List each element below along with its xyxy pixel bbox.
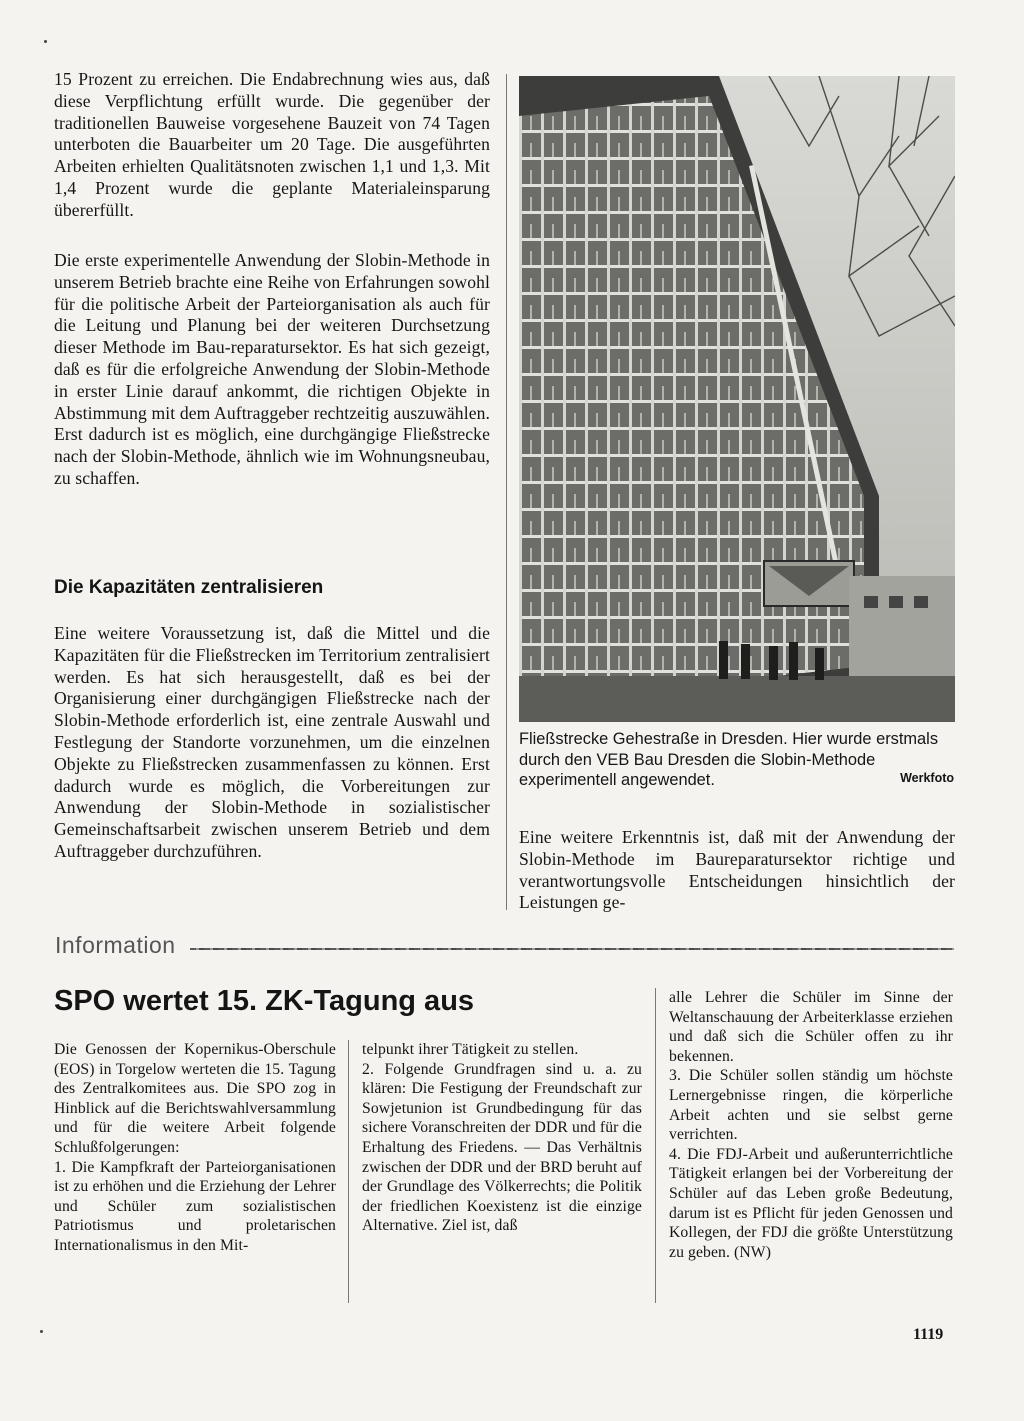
article-paragraph: Eine weitere Erkenntnis ist, daß mit der Anwendung der Slobin-Methode im Baureparatursektor richtige und verantwortungsvolle Entscheidungen hinsichtlich der Leistungen ge- xyxy=(519,827,955,913)
column-divider xyxy=(506,74,507,910)
section-heading: Die Kapazitäten zentralisieren xyxy=(54,577,324,598)
photo-credit: Werkfoto xyxy=(900,771,954,785)
print-speck xyxy=(44,40,47,43)
article-left-middle xyxy=(54,623,490,907)
column-divider xyxy=(348,1040,349,1303)
information-column-3: alle Lehrer die Schüler im Sinne der Weltanschauung der Arbeiterklasse erziehen und daß sich die Schüler offen zu ihr bekennen. 3. Die Schüler sollen ständig um höchste Lernergebnisse ringen, die körperliche Arbeit achten und sie selbst gerne verrichten. 4. Die FDJ-Arbeit und außerunterrichtliche Tätigkeit erlangen bei der Vorbereitung der Schüler auf das Leben große Bedeutung, darum ist es Pflicht für jeden Genossen und Kollegen, der FDJ die größte Unterstützung zu geben. (NW) xyxy=(669,989,953,1261)
article-paragraph: Eine weitere Voraussetzung ist, daß die Mittel und die Kapazitäten für die Fließstrecken im Territorium zentralisiert werden. Es hat sich herausgestellt, daß es bei der Organisierung einer durchgängigen Fließstrecke nach der Slobin-Methode erforderlich ist, eine zentrale Auswahl und Festlegung der Standorte vorzunehmen, um die einzelnen Objekte zu Fließstrecken zusammenfassen zu können. Erst dadurch wurde es möglich, die Vorbereitungen zur Anwendung der Slobin-Methode in sozialistischer Gemeinschaftsarbeit zwischen unserem Betrieb und dem Auftraggeber durchzuführen. xyxy=(54,623,490,861)
scaffolding-photo-graphic xyxy=(519,76,955,722)
article-left-top xyxy=(54,69,490,534)
print-speck xyxy=(40,1330,43,1333)
column-divider xyxy=(655,988,656,1303)
photo-caption: Fließstrecke Gehestraße in Dresden. Hier wurde erstmals durch den VEB Bau Dresden die Slobin-Methode experimentell angewendet. xyxy=(519,730,939,789)
article-right-continuation xyxy=(519,827,955,914)
information-rule xyxy=(190,948,954,950)
information-column-1: Die Genossen der Kopernikus-Oberschule (EOS) in Torgelow werteten die 15. Tagung des Zentralkomitees aus. Die SPO zog in Hinblick auf die Berichtswahlversammlung und für die weitere Arbeit folgende Schlußfolgerungen: 1. Die Kampfkraft der Parteiorganisationen ist zu erhöhen und die Erziehung der Lehrer und Schüler zum sozialistischen Patriotismus und proletarischen Internationalismus in den Mit- xyxy=(54,1041,336,1254)
scaffolding-photo xyxy=(519,76,955,722)
information-headline: SPO wertet 15. ZK-Tagung aus xyxy=(54,985,475,1017)
page-number: 1119 xyxy=(913,1326,944,1343)
information-column-2: telpunkt ihrer Tätigkeit zu stellen. 2. Folgende Grundfragen sind u. a. zu klären: Die Festigung der Freundschaft zur Sowjetunion ist Grundbedingung für das sichere Voranschreiten der DDR und für die Erhaltung des Friedens. — Das Verhältnis zwischen der DDR und der BRD beruht auf der Grundlage des Völkerrechts; die Politik der friedlichen Koexistenz ist die einzige Alternative. Ziel ist, daß xyxy=(362,1041,642,1235)
information-label: Information xyxy=(55,932,176,958)
article-paragraph: 15 Prozent zu erreichen. Die Endabrechnung wies aus, daß diese Verpflichtung erfüllt wurde. Die gegenüber der traditionellen Bauweise vorgesehene Bauzeit von 74 Tagen unterboten die Bauarbeiter um 20 Tage. Die ausgeführten Arbeiten erhielten Qualitätsnoten zwischen 1,1 und 1,3. Mit 1,4 Prozent wurde die geplante Materialeinsparung übererfüllt. xyxy=(54,69,490,220)
article-paragraph: Die erste experimentelle Anwendung der Slobin-Methode in unserem Betrieb brachte eine Reihe von Erfahrungen sowohl für die politische Arbeit der Parteiorganisation als auch für die Leitung und Planung bei der weiteren Durchsetzung dieser Methode im Bau-reparatursektor. Es hat sich gezeigt, daß es für die erfolgreiche Anwendung der Slobin-Methode in erster Linie darauf ankommt, die richtigen Objekte in Abstimmung mit dem Auftraggeber rechtzeitig auszuwählen. Erst dadurch ist es möglich, eine durchgängige Fließstrecke nach der Slobin-Methode, ähnlich wie im Wohnungsneubau, zu schaffen. xyxy=(54,250,490,488)
